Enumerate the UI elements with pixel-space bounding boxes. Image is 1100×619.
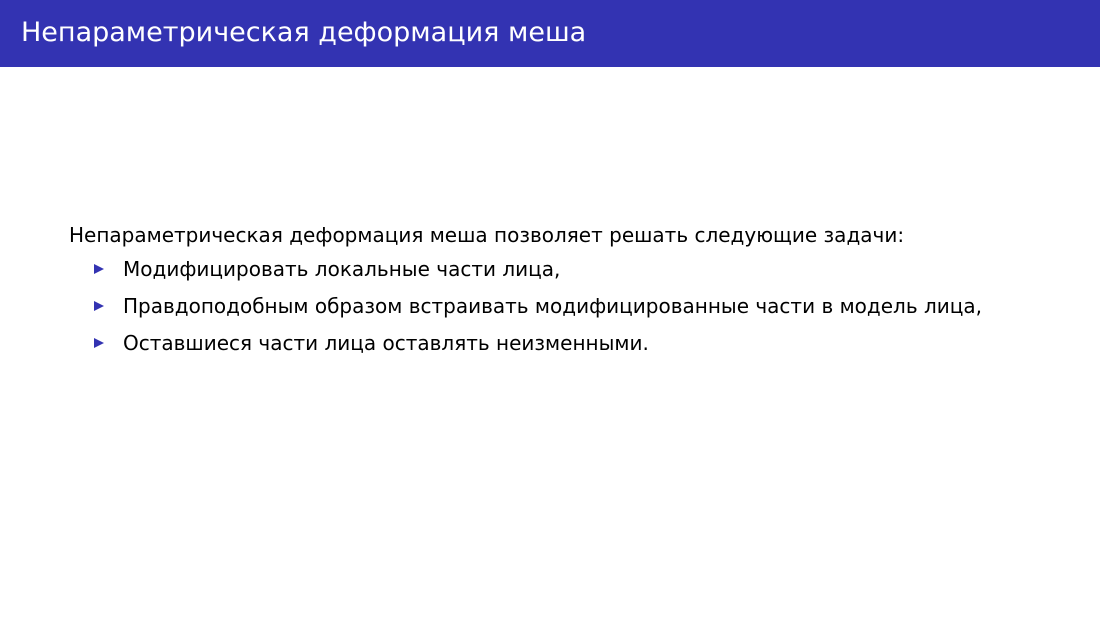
bullet-item [69,291,1029,321]
triangle-right-icon [94,264,104,274]
bullet-item [69,328,1029,358]
bullet-item [69,254,1029,284]
title-bar [0,0,1100,67]
bullet-text: Модифицировать локальные части лица, [123,257,561,281]
slide-title: Непараметрическая деформация меша [21,17,587,48]
slide-body [69,220,1029,365]
bullet-list [69,254,1029,358]
bullet-text: Оставшиеся части лица оставлять неизменными. [123,331,649,355]
triangle-right-icon [94,301,104,311]
intro-text: Непараметрическая деформация меша позволяет решать следующие задачи: [69,223,905,247]
triangle-right-icon [94,338,104,348]
bullet-text: Правдоподобным образом встраивать модифицированные части в модель лица, [123,294,982,318]
